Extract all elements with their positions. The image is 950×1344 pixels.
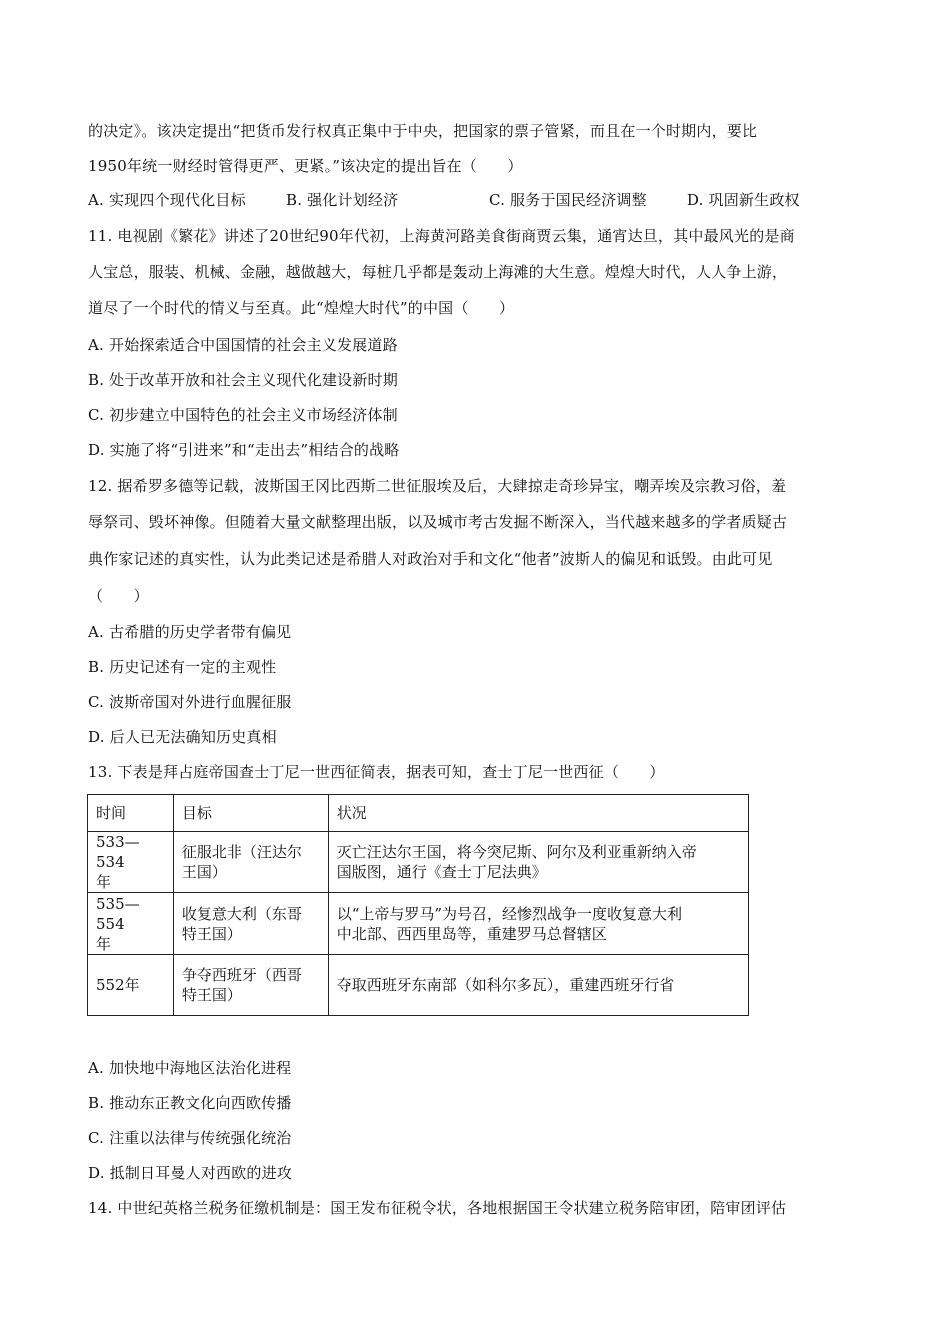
cell-status	[328, 893, 748, 955]
table-row	[88, 832, 749, 893]
q10-option-d[interactable]: D. 巩固新生政权	[686, 191, 800, 209]
cell-target-line: 王国）	[181, 863, 227, 881]
q11-line-1: 11. 电视剧《繁花》讲述了20世纪90年代初，上海黄河路美食街商贾云集，通宵达旦，其中最风光的是商	[88, 227, 795, 245]
q12-line-4: （ ）	[88, 587, 149, 605]
q12-line-3: 典作家记述的真实性，认为此类记述是希腊人对政治对手和文化“他者”波斯人的偏见和诋毁。由此可见	[88, 550, 773, 568]
q11-option-a[interactable]: A. 开始探索适合中国国情的社会主义发展道路	[88, 336, 398, 354]
cell-status	[328, 832, 748, 893]
q11-option-b[interactable]: B. 处于改革开放和社会主义现代化建设新时期	[88, 371, 398, 389]
cell-time	[88, 955, 174, 1016]
q12-line-1: 12. 据希罗多德等记载，波斯国王冈比西斯二世征服埃及后，大肆掠走奇珍异宝，嘲弄埃及宗教习俗，羞	[88, 477, 787, 495]
cell-time-line: 533—534	[96, 833, 140, 871]
cell-time-line: 年	[96, 873, 112, 891]
q12-line-2: 辱祭司、毁坏神像。但随着大量文献整理出版，以及城市考古发掘不断深入，当代越来越多的学者质疑古	[88, 513, 788, 531]
cell-target	[173, 955, 328, 1016]
cell-time	[88, 832, 174, 893]
cell-time-line: 年	[96, 934, 112, 953]
cell-target-line: 争夺西班牙（西哥	[181, 966, 302, 984]
q13-option-b[interactable]: B. 推动东正教文化向西欧传播	[88, 1094, 292, 1112]
table-row	[88, 955, 749, 1016]
q10-line-2: 1950年统一财经时管得更严、更紧。”该决定的提出旨在（ ）	[88, 157, 523, 175]
q13-option-a[interactable]: A. 加快地中海地区法治化进程	[88, 1059, 292, 1077]
q10-option-c[interactable]: C. 服务于国民经济调整	[488, 191, 647, 209]
q13-option-d[interactable]: D. 抵制日耳曼人对西欧的进攻	[88, 1164, 293, 1182]
q12-option-a[interactable]: A. 古希腊的历史学者带有偏见	[88, 623, 292, 641]
q10-line-1: 的决定》。该决定提出“把货币发行权真正集中于中央，把国家的票子管紧，而且在一个时期内，要比	[88, 122, 758, 140]
cell-target-line: 特王国）	[181, 924, 242, 943]
cell-target-line: 收复意大利（东哥	[181, 904, 302, 923]
cell-time	[88, 893, 174, 955]
cell-target	[173, 832, 328, 893]
q12-option-c[interactable]: C. 波斯帝国对外进行血腥征服	[88, 693, 292, 711]
cell-target-line: 征服北非（汪达尔	[181, 843, 302, 861]
q14-line-1: 14. 中世纪英格兰税务征缴机制是：国王发布征税令状，各地根据国王令状建立税务陪审团，陪审团评估	[88, 1199, 787, 1217]
table-header-row	[88, 795, 749, 832]
header-target: 目标	[173, 795, 328, 832]
table-row	[88, 893, 749, 955]
q13-table	[87, 794, 749, 1016]
cell-status-line: 国版图，通行《查士丁尼法典》	[336, 863, 547, 881]
cell-status-line: 灭亡汪达尔王国，将今突尼斯、阿尔及利亚重新纳入帝	[336, 843, 697, 861]
q12-option-d[interactable]: D. 后人已无法确知历史真相	[88, 728, 277, 746]
q11-line-3: 道尽了一个时代的情义与至真。此“煌煌大时代”的中国（ ）	[88, 299, 515, 317]
q13-stem: 13. 下表是拜占庭帝国查士丁尼一世西征简表，据表可知，查士丁尼一世西征（ ）	[88, 763, 665, 781]
cell-time-line: 552年	[96, 976, 140, 994]
cell-status-line: 以“上帝与罗马”为号召，经惨烈战争一度收复意大利	[336, 904, 683, 923]
cell-target-line: 特王国）	[181, 986, 242, 1004]
q11-option-d[interactable]: D. 实施了将“引进来”和“走出去”相结合的战略	[88, 441, 400, 459]
q10-options-row	[88, 190, 800, 210]
header-status: 状况	[328, 795, 748, 832]
cell-time-line: 535—554	[96, 894, 140, 933]
q13-option-c[interactable]: C. 注重以法律与传统强化统治	[88, 1129, 292, 1147]
cell-status-line: 夺取西班牙东南部（如科尔多瓦），重建西班牙行省	[336, 976, 675, 994]
q12-option-b[interactable]: B. 历史记述有一定的主观性	[88, 658, 277, 676]
q11-line-2: 人宝总，服装、机械、金融，越做越大，每桩几乎都是轰动上海滩的大生意。煌煌大时代，人人争上游，	[88, 263, 788, 281]
cell-status	[328, 955, 748, 1016]
cell-target	[173, 893, 328, 955]
q10-option-a[interactable]: A. 实现四个现代化目标	[88, 191, 246, 209]
header-time: 时间	[88, 795, 174, 832]
q11-option-c[interactable]: C. 初步建立中国特色的社会主义市场经济体制	[88, 406, 398, 424]
q10-option-b[interactable]: B. 强化计划经济	[285, 191, 399, 209]
cell-status-line: 中北部、西西里岛等，重建罗马总督辖区	[336, 924, 607, 943]
